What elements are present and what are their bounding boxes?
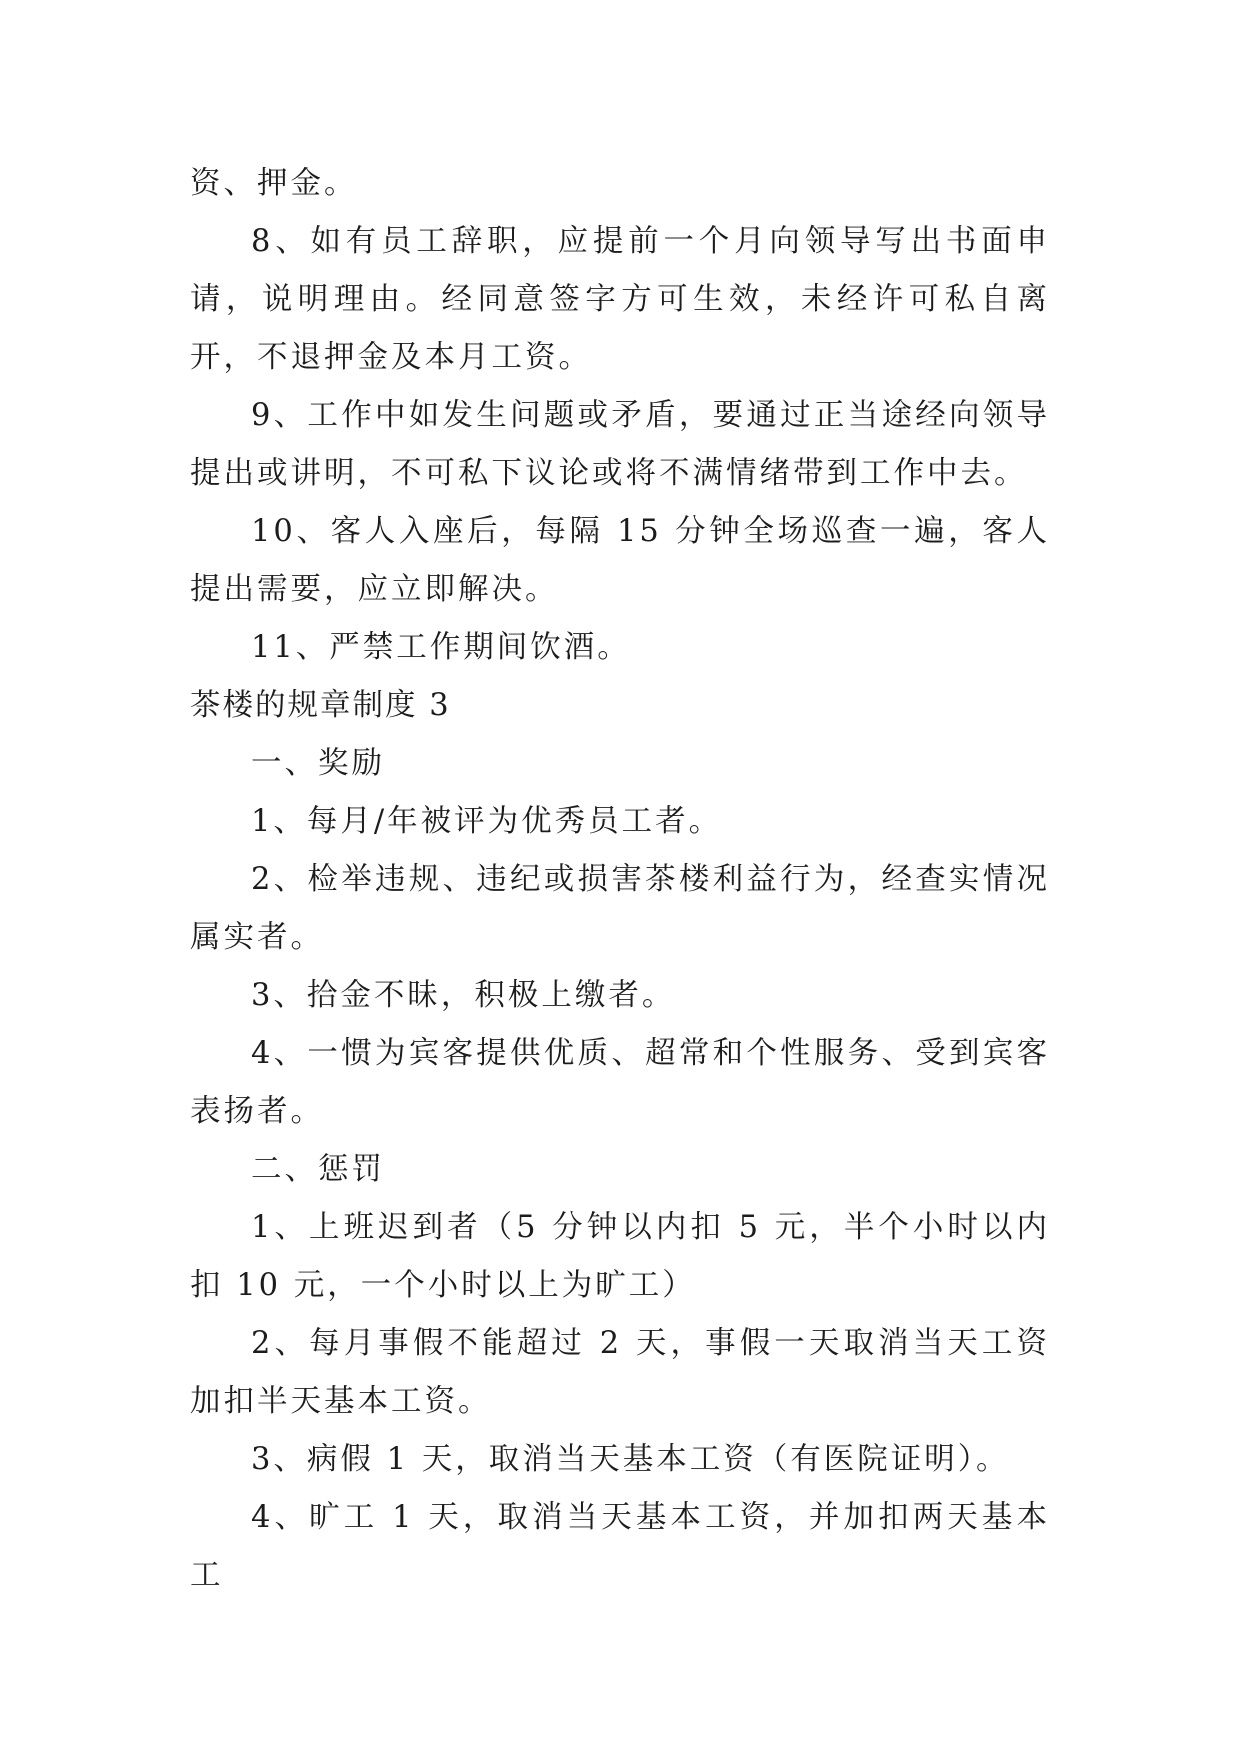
paragraph: 3、拾金不昧，积极上缴者。 [251,978,676,1013]
subsection-heading: 一、奖励 [251,746,385,781]
paragraph: 2、检举违规、违纪或损害茶楼利益行为，经查实情况属实者。 [190,862,1050,955]
document-body [190,155,1050,1605]
section-title: 茶楼的规章制度 3 [190,688,451,723]
paragraph: 11、严禁工作期间饮酒。 [251,630,631,665]
paragraph: 10、客人入座后，每隔 15 分钟全场巡查一遍，客人提出需要，应立即解决。 [190,514,1050,607]
paragraph: 4、一惯为宾客提供优质、超常和个性服务、受到宾客表扬者。 [190,1036,1050,1129]
paragraph: 3、病假 1 天，取消当天基本工资（有医院证明）。 [251,1442,1010,1477]
paragraph: 4、旷工 1 天，取消当天基本工资，并加扣两天基本工 [190,1500,1050,1593]
paragraph: 1、上班迟到者（5 分钟以内扣 5 元，半个小时以内扣 10 元，一个小时以上为旷工） [190,1210,1050,1303]
paragraph: 资、押金。 [190,166,358,201]
paragraph: 8、如有员工辞职，应提前一个月向领导写出书面申请，说明理由。经同意签字方可生效，未经许可私自离开，不退押金及本月工资。 [190,224,1050,375]
paragraph: 2、每月事假不能超过 2 天，事假一天取消当天工资加扣半天基本工资。 [190,1326,1050,1419]
subsection-heading: 二、惩罚 [251,1152,385,1187]
paragraph: 1、每月/年被评为优秀员工者。 [251,804,723,839]
paragraph: 9、工作中如发生问题或矛盾，要通过正当途经向领导提出或讲明，不可私下议论或将不满情绪带到工作中去。 [190,398,1050,491]
